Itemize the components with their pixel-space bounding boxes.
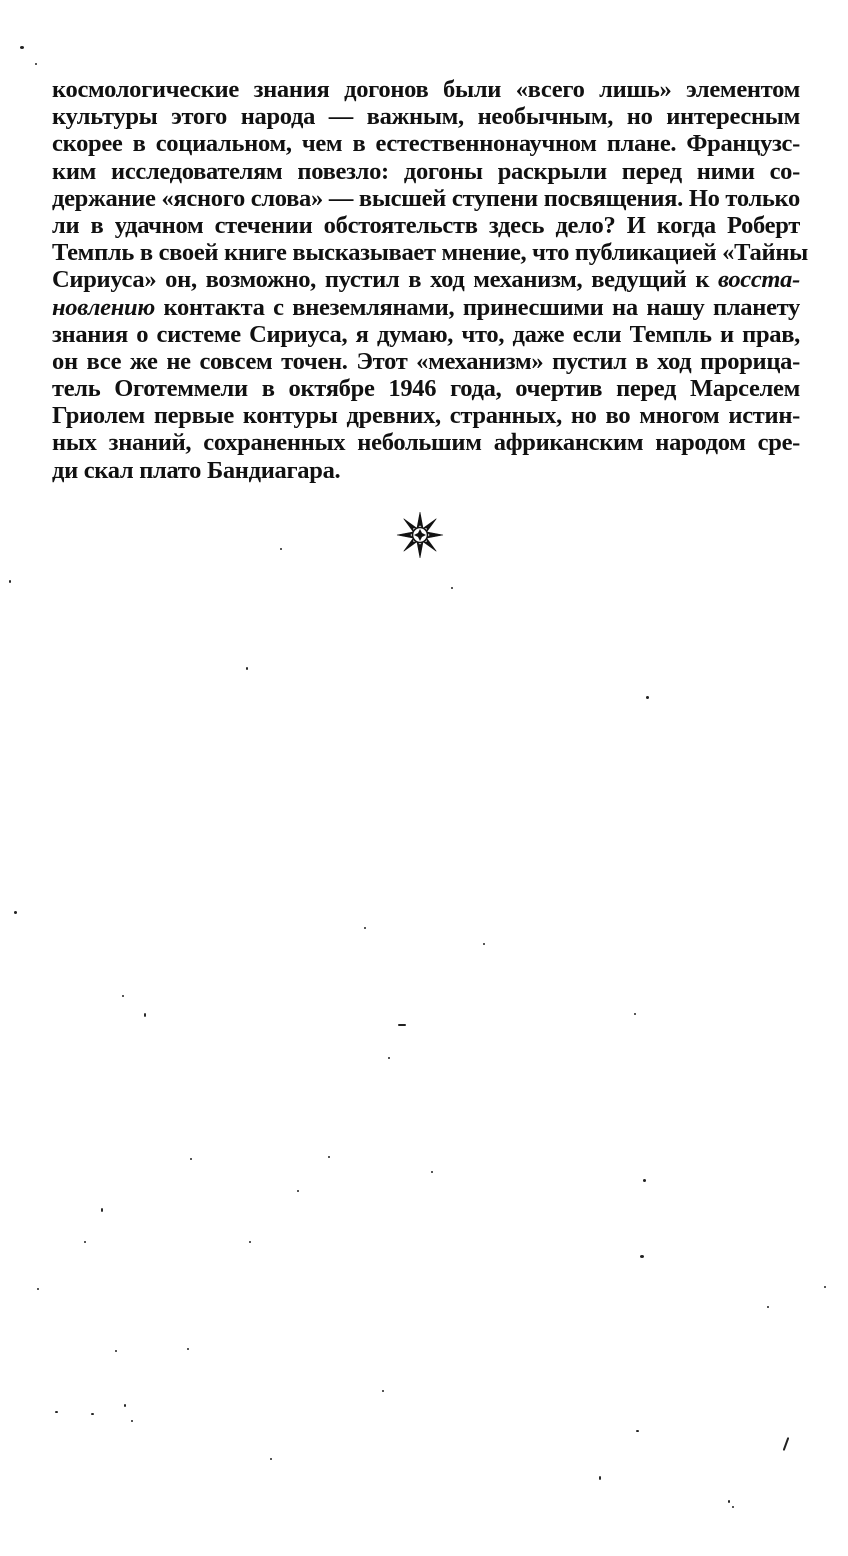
italic-word: восста- <box>718 266 800 294</box>
text-line: Темпль в своей книге высказывает мнение, что публикацией «Тайны <box>52 239 808 267</box>
text-line: тель Оготеммели в октябре 1946 года, очертив перед Марселем <box>52 375 800 403</box>
scan-speck <box>131 1420 133 1422</box>
scan-speck <box>124 1404 126 1407</box>
scan-speck <box>451 587 453 589</box>
scan-speck <box>364 927 366 929</box>
scan-speck <box>382 1390 384 1392</box>
text-line: он все же не совсем точен. Этот «механизм» пустил в ход прорица- <box>52 347 800 375</box>
scan-speck <box>270 1458 272 1460</box>
text-line: космологические знания догонов были «всего лишь» элементом <box>52 76 800 103</box>
scan-speck <box>431 1171 433 1173</box>
scan-speck <box>783 1437 790 1451</box>
scan-speck <box>246 667 248 670</box>
scan-speck <box>187 1348 189 1350</box>
scan-speck <box>599 1476 601 1480</box>
scan-speck <box>249 1241 251 1243</box>
scan-speck <box>646 696 649 699</box>
scan-speck <box>767 1306 769 1308</box>
scan-speck <box>122 995 124 997</box>
body-text <box>52 76 808 484</box>
text-line: ных знаний, сохраненных небольшим африканским народом сре- <box>52 429 800 457</box>
scan-speck <box>144 1013 146 1017</box>
text-line: знания о системе Сириуса, я думаю, что, даже если Темпль и прав, <box>52 320 800 348</box>
scan-speck <box>640 1255 644 1258</box>
text-line: ким исследователям повезло: догоны раскрыли перед ними со- <box>52 157 800 185</box>
text-line: ли в удачном стечении обстоятельств здесь дело? И когда Роберт <box>52 211 800 239</box>
scan-speck <box>35 63 37 65</box>
scan-speck <box>398 1024 406 1026</box>
scan-speck <box>732 1506 734 1508</box>
scan-speck <box>297 1190 299 1192</box>
scan-speck <box>37 1288 39 1290</box>
scan-speck <box>20 46 24 49</box>
text-line-with-italic <box>52 266 800 293</box>
eight-pointed-star-icon <box>396 511 444 559</box>
text-line: культуры этого народа — важным, необычным, но интересным <box>52 103 800 131</box>
scan-speck <box>190 1158 192 1160</box>
text-line: скорее в социальном, чем в естественнонаучном плане. Французс- <box>52 130 800 158</box>
scan-speck <box>55 1411 58 1413</box>
scan-speck <box>328 1156 330 1158</box>
italic-word: новлению <box>52 293 155 321</box>
scan-speck <box>101 1208 103 1212</box>
scan-speck <box>643 1179 646 1182</box>
scan-speck <box>728 1500 730 1503</box>
scan-speck <box>91 1413 94 1415</box>
scan-speck <box>824 1286 826 1288</box>
scan-speck <box>9 580 11 583</box>
scan-speck <box>388 1057 390 1059</box>
scan-speck <box>84 1241 86 1243</box>
scan-speck <box>115 1350 117 1352</box>
text-segment: контакта с внеземлянами, принесшими на нашу планету <box>154 293 800 321</box>
text-segment: Сириуса» он, возможно, пустил в ход механизм, ведущий к <box>52 266 718 294</box>
scan-speck <box>483 943 485 945</box>
text-line-with-italic <box>52 294 800 321</box>
scan-speck <box>14 911 17 914</box>
scan-speck <box>636 1430 639 1432</box>
scan-speck <box>634 1013 636 1015</box>
text-line: ди скал плато Бандиагара. <box>52 456 341 484</box>
text-line: Гриолем первые контуры древних, странных, но во многом истин- <box>52 402 800 430</box>
scan-speck <box>280 548 282 550</box>
text-line: держание «ясного слова» — высшей ступени посвящения. Но только <box>52 184 800 212</box>
